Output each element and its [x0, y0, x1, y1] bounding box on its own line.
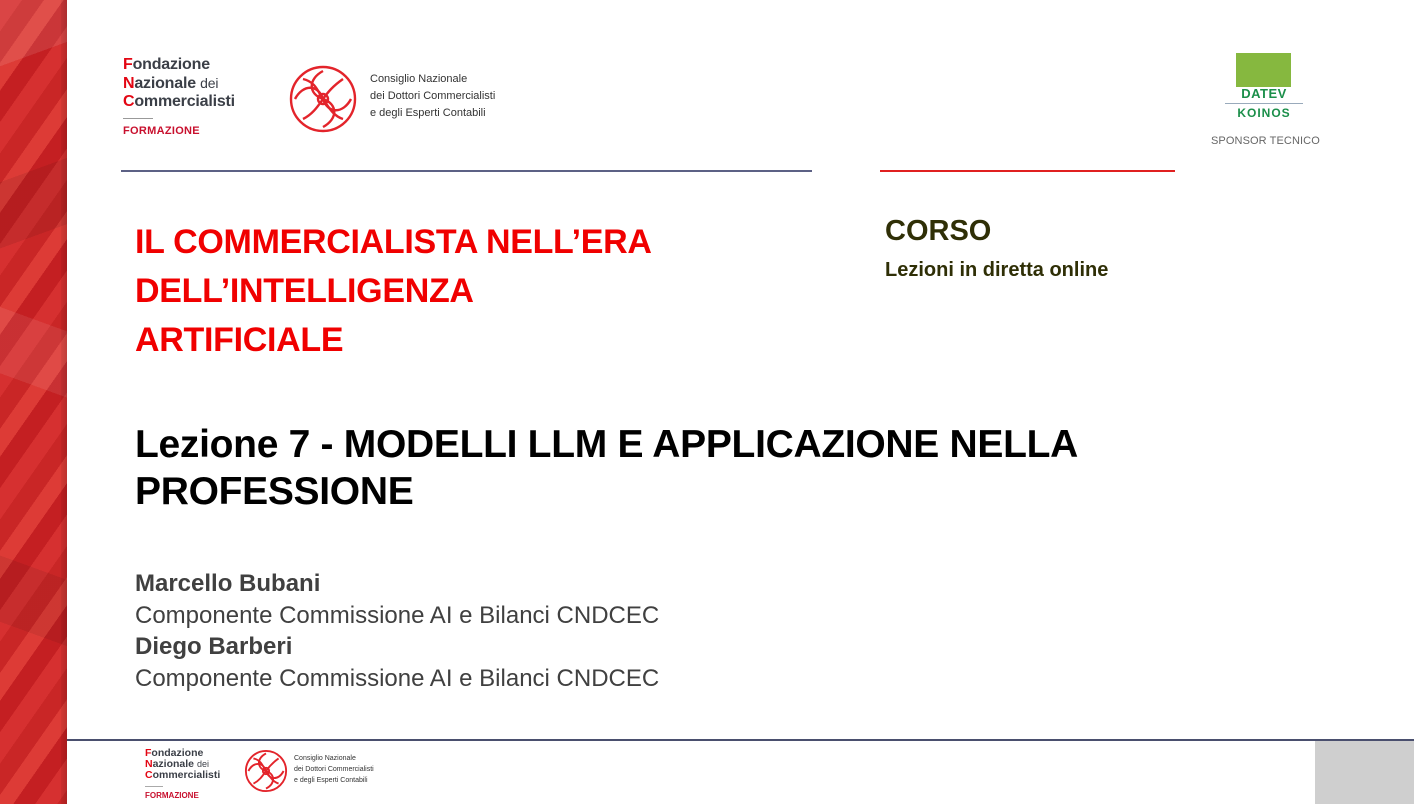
cndcec-emblem-icon	[288, 64, 358, 134]
course-subtype: Lezioni in diretta online	[885, 259, 1109, 281]
datev-koinos-logo: DATEV KOINOS	[1225, 53, 1303, 120]
speaker-name: Diego Barberi	[135, 633, 293, 660]
lesson-title: Lezione 7 - MODELLI LLM E APPLICAZIONE NELLA PROFESSIONE	[135, 423, 1079, 513]
footer-gray-block	[1315, 741, 1414, 804]
decorative-red-band	[0, 0, 67, 804]
divider-blue	[121, 170, 812, 172]
formazione-label: FORMAZIONE	[123, 125, 200, 137]
speaker-role: Componente Commissione AI e Bilanci CNDCEC	[135, 601, 660, 629]
divider-red	[880, 170, 1175, 172]
footer-fnc-logo: Fondazione Nazionale dei Commercialisti FORMAZIONE	[145, 747, 221, 800]
footer-cndcec-name: Consiglio Nazionale dei Dottori Commercialisti e degli Esperti Contabili	[294, 755, 374, 784]
sponsor-caption: SPONSOR TECNICO	[1211, 135, 1320, 147]
footer-divider	[67, 739, 1414, 741]
datev-green-square-icon	[1236, 53, 1291, 87]
footer-cndcec-emblem-icon	[244, 749, 288, 793]
course-title: IL COMMERCIALISTA NELL’ERA DELL’INTELLIGENZA ARTIFICIALE	[135, 223, 652, 359]
fnc-logo: Fondazione Nazionale dei Commercialisti FORMAZIONE	[123, 56, 235, 137]
speaker-name: Marcello Bubani	[135, 570, 321, 597]
speakers	[135, 568, 659, 694]
cndcec-name: Consiglio Nazionale dei Dottori Commercialisti e degli Esperti Contabili	[370, 73, 496, 119]
speaker-role: Componente Commissione AI e Bilanci CNDCEC	[135, 664, 660, 692]
course-type: CORSO	[885, 215, 992, 247]
